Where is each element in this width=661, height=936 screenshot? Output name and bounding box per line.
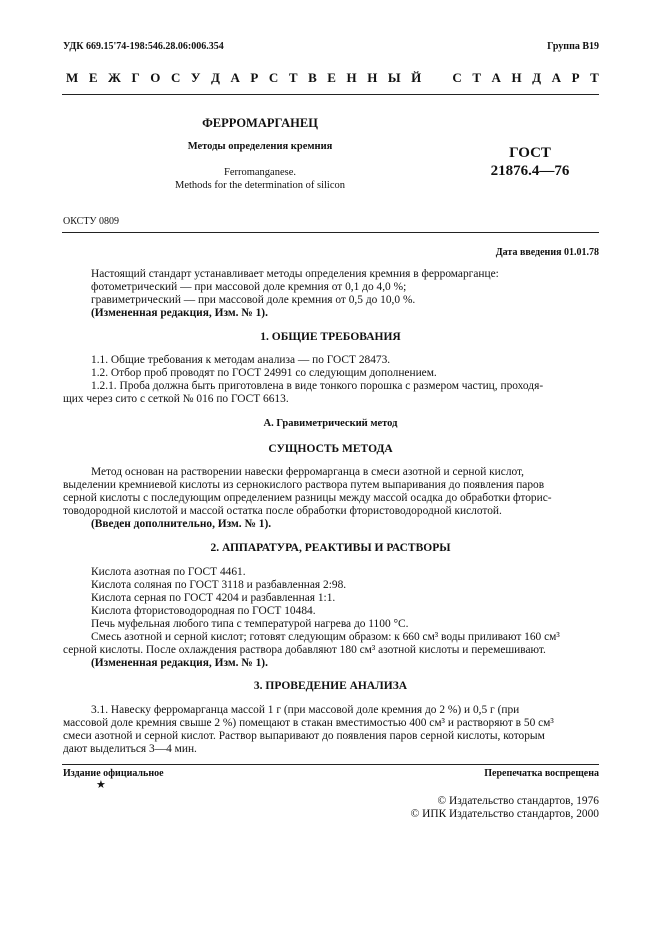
paragraph-line: Кислота фтористоводородная по ГОСТ 10484.	[91, 605, 316, 617]
section-heading: 2. АППАРАТУРА, РЕАКТИВЫ И РАСТВОРЫ	[210, 542, 451, 554]
paragraph-line: 3.1. Навеску ферромарганца массой 1 г (при массовой доле кремния до 2 %) и 0,5 г (при	[91, 704, 520, 716]
paragraph-line: серной кислоты с последующим определением разницы между массой осадка до обработки фторис-	[63, 492, 552, 504]
star-icon: ★	[96, 779, 106, 791]
section-heading: СУЩНОСТЬ МЕТОДА	[268, 443, 393, 455]
banner-letter: Н	[367, 70, 378, 85]
paragraph-line: Кислота азотная по ГОСТ 4461.	[91, 566, 246, 578]
banner-letter: Т	[288, 70, 298, 85]
paragraph-line: щих через сито с сеткой № 016 по ГОСТ 6613.	[63, 393, 289, 405]
banner-letter: Н	[346, 70, 357, 85]
footer-divider	[62, 764, 599, 765]
banner-letter: Т	[590, 70, 599, 85]
banner-letter: Т	[472, 70, 481, 85]
document-subtitle: Методы определения кремния	[187, 141, 333, 152]
official-edition: Издание официальное	[63, 768, 164, 779]
section-heading: 1. ОБЩИЕ ТРЕБОВАНИЯ	[260, 331, 401, 343]
paragraph-line: дают выделиться 3—4 мин.	[63, 743, 197, 755]
copyright-line: © ИПК Издательство стандартов, 2000	[410, 808, 599, 820]
intro-line: гравиметрический — при массовой доле кремния от 0,5 до 10,0 %.	[91, 294, 416, 306]
banner-letter: С	[452, 70, 462, 85]
gost-number: 21876.4—76	[490, 163, 570, 179]
banner-letter: А	[551, 70, 562, 85]
amendment-note: (Введен дополнительно, Изм. № 1).	[91, 518, 272, 530]
banner-letter: Ж	[108, 70, 121, 85]
method-heading: А. Гравиметрический метод	[263, 418, 398, 429]
paragraph-line: массовой доле кремния свыше 2 %) помещают в стакан вместимостью 400 см³ и растворяют в 50 см³	[63, 717, 554, 729]
paragraph-line: 1.1. Общие требования к методам анализа — по ГОСТ 28473.	[91, 354, 391, 366]
group-code: Группа В19	[547, 41, 599, 52]
banner-letter: Н	[511, 70, 522, 85]
header-divider	[62, 94, 599, 95]
introduction-date: Дата введения 01.01.78	[495, 247, 599, 258]
reprint-prohibited: Перепечатка воспрещена	[484, 768, 599, 779]
banner-letter: Р	[250, 70, 259, 85]
copyright-line: © Издательство стандартов, 1976	[437, 795, 599, 807]
paragraph-line: выделении кремниевой кислоты из сернокислого раствора путем выпаривания до появления паров	[63, 479, 545, 491]
paragraph-line: Кислота серная по ГОСТ 4204 и разбавленная 1:1.	[91, 592, 336, 604]
banner-letter: Е	[88, 70, 98, 85]
paragraph-line: Печь муфельная любого типа с температурой нагрева до 1100 °С.	[91, 618, 409, 630]
banner-letter: Р	[571, 70, 580, 85]
paragraph-line: серной кислоты. После охлаждения раствора добавляют 180 см³ азотной кислоты и перемешивают.	[63, 644, 546, 656]
amendment-note: (Измененная редакция, Изм. № 1).	[91, 657, 268, 669]
banner-letter: В	[308, 70, 317, 85]
document-title: ФЕРРОМАРГАНЕЦ	[202, 116, 318, 130]
paragraph-line: смеси азотной и серной кислот. Раствор выпаривают до появления паров серной кислоты, которым	[63, 730, 545, 742]
banner-letter: А	[491, 70, 501, 85]
section-heading: 3. ПРОВЕДЕНИЕ АНАЛИЗА	[253, 680, 408, 692]
banner-letter: А	[230, 70, 240, 85]
banner-letter: С	[268, 70, 279, 85]
intro-line: Настоящий стандарт устанавливает методы определения кремния в ферромарганце:	[91, 268, 499, 280]
okstu-divider	[62, 232, 599, 233]
banner-letter: Е	[327, 70, 336, 85]
banner-letter: О	[150, 70, 161, 85]
gost-label: ГОСТ	[509, 145, 551, 161]
banner-letter: Г	[131, 70, 140, 85]
paragraph-line: 1.2. Отбор проб проводят по ГОСТ 24991 со следующим дополнением.	[91, 367, 437, 379]
banner-letter: Ы	[387, 70, 401, 85]
intro-line: фотометрический — при массовой доле кремния от 0,1 до 4,0 %;	[91, 281, 407, 293]
udk-code: УДК 669.15'74-198:546.28.06:006.354	[63, 41, 224, 52]
paragraph-line: Метод основан на растворении навески ферромарганца в смеси азотной и серной кислот,	[91, 466, 525, 478]
banner-letter: М	[66, 70, 79, 85]
paragraph-line: Кислота соляная по ГОСТ 3118 и разбавленная 2:98.	[91, 579, 347, 591]
banner-letter: У	[190, 70, 201, 85]
paragraph-line: Смесь азотной и серной кислот; готовят следующим образом: к 660 см³ воды приливают 160 см³	[91, 631, 560, 643]
banner-letter: Д	[210, 70, 220, 85]
banner-letter: Й	[411, 70, 422, 85]
banner-letter: Д	[532, 70, 542, 85]
english-subtitle: Methods for the determination of silicon	[174, 180, 345, 191]
paragraph-line: товодородной кислотой и массой остатка после обработки фтористоводородной кислотой.	[63, 505, 502, 517]
banner-letter: С	[170, 70, 181, 85]
paragraph-line: 1.2.1. Проба должна быть приготовлена в виде тонкого порошка с размером частиц, проходя-	[91, 380, 544, 392]
interstate-standard-banner	[66, 70, 599, 86]
okstu-code: ОКСТУ 0809	[63, 216, 120, 227]
english-title: Ferromanganese.	[223, 167, 296, 178]
amendment-note: (Измененная редакция, Изм. № 1).	[91, 307, 268, 319]
